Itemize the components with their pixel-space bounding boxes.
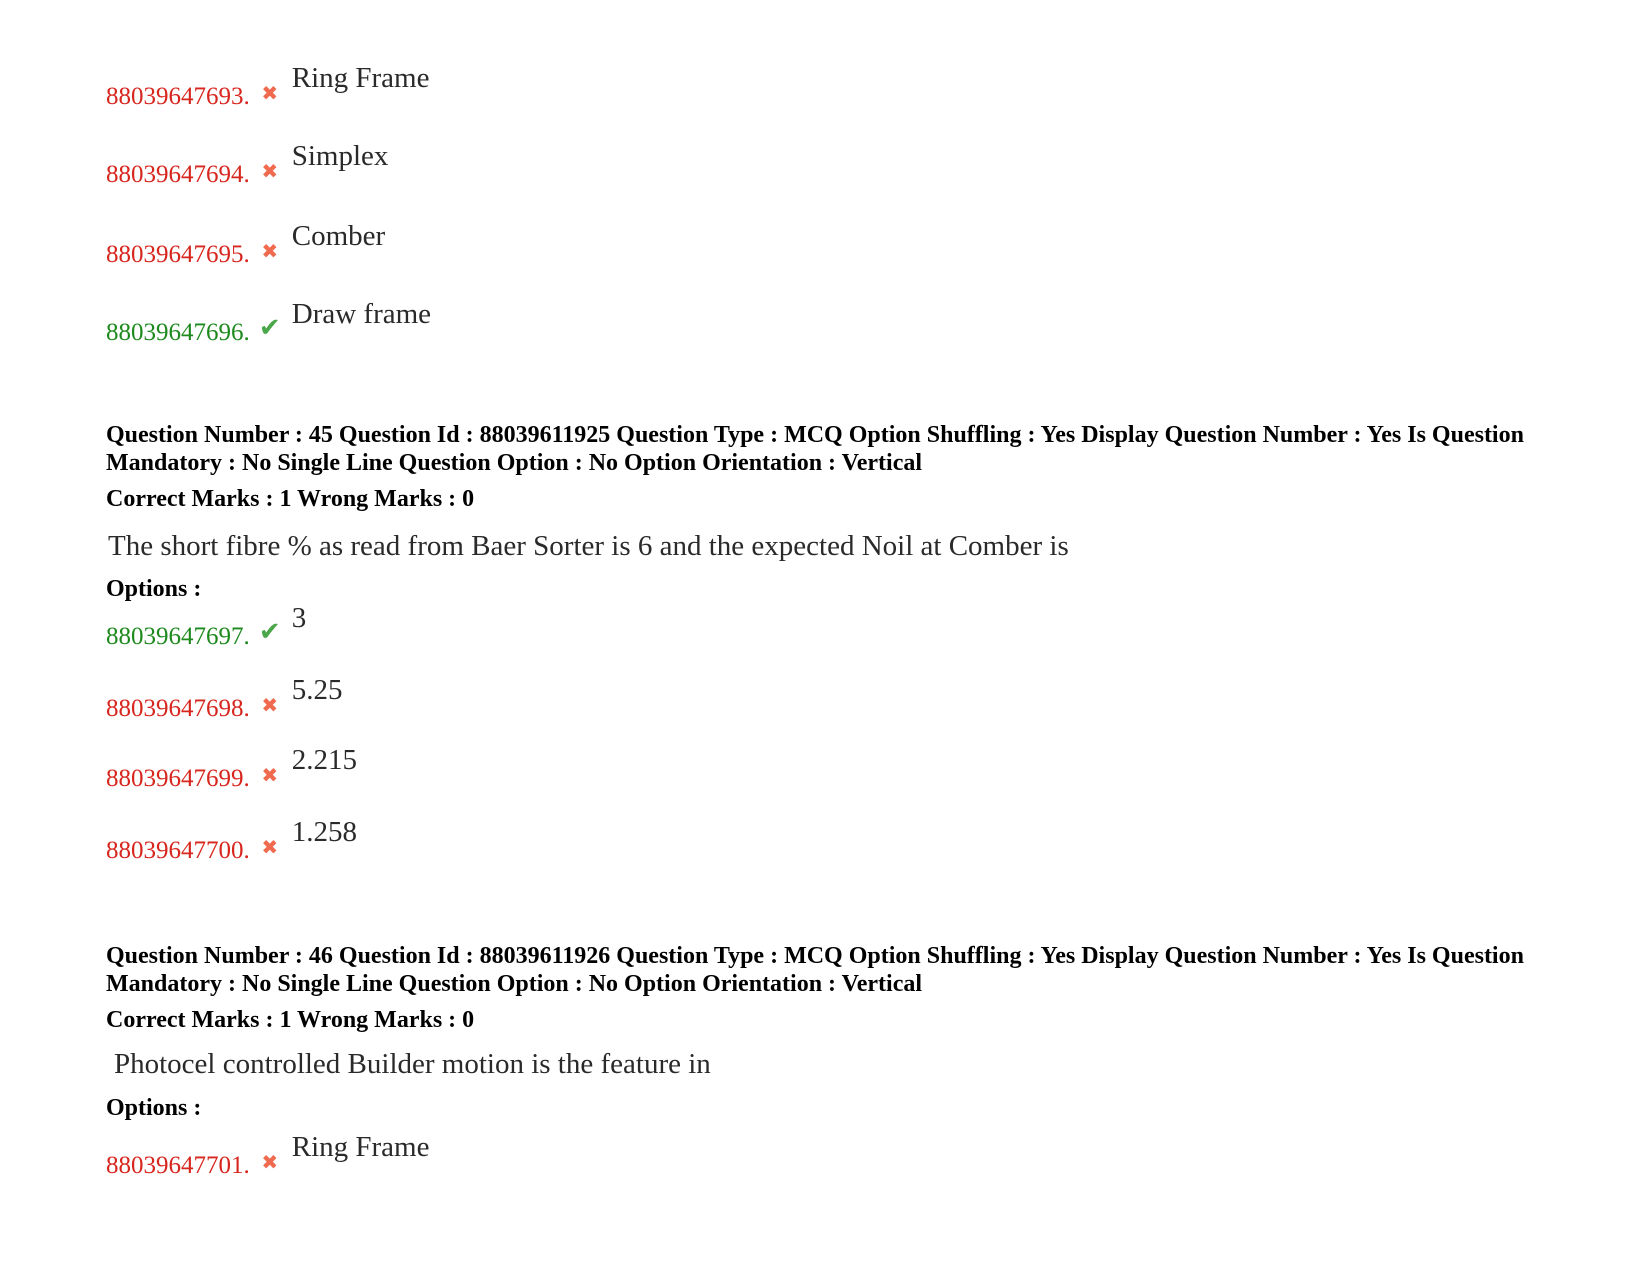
- question-text: Photocel controlled Builder motion is the feature in: [114, 1048, 711, 1080]
- question-text: The short fibre % as read from Baer Sorter is 6 and the expected Noil at Comber is: [108, 530, 1069, 562]
- option-text: 5.25: [291, 674, 343, 706]
- option-text: Ring Frame: [291, 62, 430, 94]
- option-row[interactable]: [106, 62, 430, 110]
- check-icon: ✔: [258, 617, 281, 647]
- option-text: Draw frame: [291, 298, 432, 330]
- option-row[interactable]: [106, 602, 307, 650]
- option-id: 88039647696.: [106, 319, 250, 346]
- option-row[interactable]: [106, 220, 386, 268]
- option-id: 88039647700.: [106, 837, 250, 864]
- cross-icon: ✖: [261, 239, 279, 263]
- option-text: 1.258: [291, 816, 357, 848]
- cross-icon: ✖: [261, 159, 279, 183]
- cross-icon: ✖: [261, 693, 279, 717]
- option-row[interactable]: [106, 140, 389, 188]
- option-id: 88039647699.: [106, 765, 250, 792]
- option-text: 3: [291, 602, 307, 634]
- cross-icon: ✖: [261, 835, 279, 859]
- cross-icon: ✖: [261, 1150, 279, 1174]
- option-id: 88039647698.: [106, 695, 250, 722]
- check-icon: ✔: [258, 313, 281, 343]
- question-meta: Question Number : 45 Question Id : 88039611925 Question Type : MCQ Option Shuffling : Yes Display Question Number : Yes Is Question Mandatory : No Single Line Question Option : No Option Orientation : Vertical: [106, 422, 1524, 476]
- options-label: Options :: [106, 576, 202, 602]
- cross-icon: ✖: [261, 763, 279, 787]
- option-text: Simplex: [291, 140, 389, 172]
- option-row[interactable]: [106, 1131, 430, 1179]
- option-text: Comber: [291, 220, 386, 252]
- option-row[interactable]: [106, 298, 432, 346]
- option-text: 2.215: [291, 744, 357, 776]
- option-row[interactable]: [106, 674, 343, 722]
- option-id: 88039647693.: [106, 83, 250, 110]
- option-row[interactable]: [106, 744, 357, 792]
- option-id: 88039647701.: [106, 1152, 250, 1179]
- option-id: 88039647695.: [106, 241, 250, 268]
- option-text: Ring Frame: [291, 1131, 430, 1163]
- question-marks: Correct Marks : 1 Wrong Marks : 0: [106, 486, 475, 512]
- question-meta: Question Number : 46 Question Id : 88039611926 Question Type : MCQ Option Shuffling : Yes Display Question Number : Yes Is Question Mandatory : No Single Line Question Option : No Option Orientation : Vertical: [106, 943, 1524, 997]
- options-label: Options :: [106, 1095, 202, 1121]
- option-id: 88039647694.: [106, 161, 250, 188]
- question-marks: Correct Marks : 1 Wrong Marks : 0: [106, 1007, 475, 1033]
- option-row[interactable]: [106, 816, 357, 864]
- option-id: 88039647697.: [106, 623, 250, 650]
- cross-icon: ✖: [261, 81, 279, 105]
